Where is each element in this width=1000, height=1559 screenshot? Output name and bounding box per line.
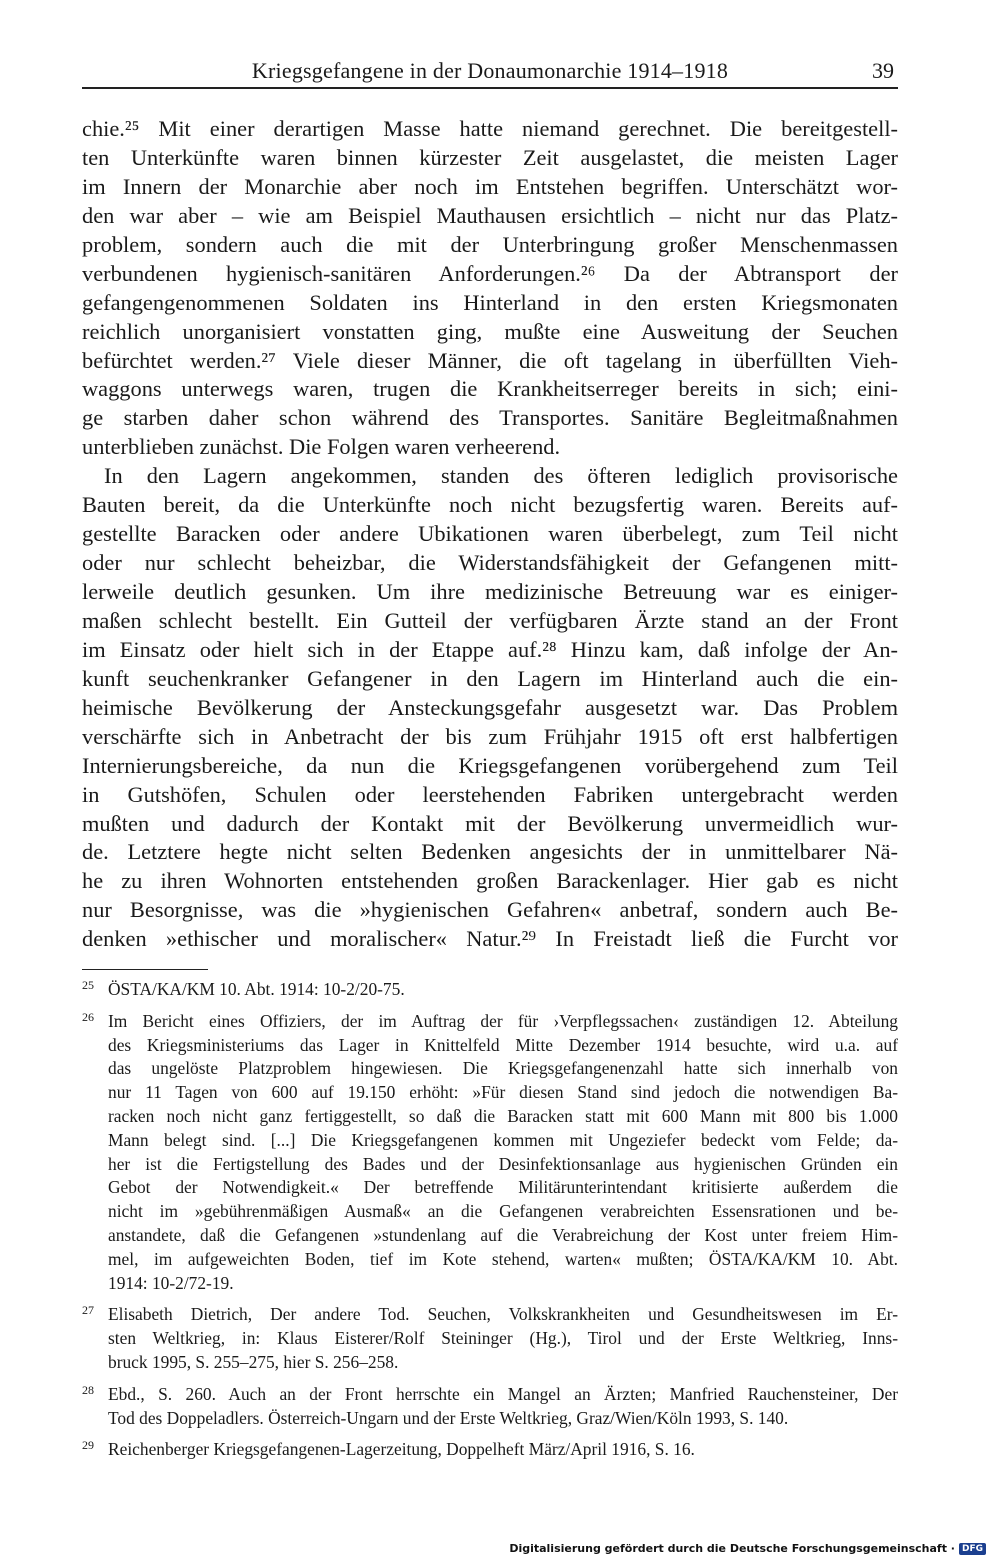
- footnote-line: racken noch nicht ganz fertiggestellt, so daß die Baracken statt mit 600 Mann mit 800 bis 1.000: [108, 1105, 898, 1126]
- footnote-line: bruck 1995, S. 255–275, hier S. 256–258.: [108, 1351, 399, 1372]
- footnote: [82, 1438, 898, 1462]
- body-line: in Gutshöfen, Schulen oder leerstehenden Fabriken untergebracht werden: [82, 781, 898, 807]
- footnote-line: das ungelöste Platzproblem hingewiesen. Die Kriegsgefangenenzahl hatte sich innerhalb von: [108, 1058, 898, 1079]
- dfg-logo: DFG: [959, 1543, 986, 1555]
- body-line: chie.²⁵ Mit einer derartigen Masse hatte niemand gerechnet. Die bereitgestell-: [82, 116, 898, 141]
- body-line: heimische Bevölkerung der Ansteckungsgefahr ausgesetzt war. Das Problem: [82, 694, 898, 720]
- body-line: nur Besorgnisse, was die »hygienischen Gefahren« anbetraf, sondern auch Be-: [82, 897, 898, 923]
- footnote-number: 29: [82, 1438, 94, 1453]
- footnote-line: 28 Ebd., S. 260. Auch an der Front herrschte ein Mangel an Ärzten; Manfried Rauchensteiner, Der: [82, 1383, 898, 1407]
- footnote-number: 26: [82, 1009, 94, 1024]
- footnote-line: 25 ÖSTA/KA/KM 10. Abt. 1914: 10-2/20-75.: [82, 978, 898, 1002]
- body-line: im Einsatz oder hielt sich in der Etappe auf.²⁸ Hinzu kam, daß infolge der An-: [82, 636, 898, 662]
- footnote-line: 27 Elisabeth Dietrich, Der andere Tod. Seuchen, Volkskrankheiten und Gesundheitswesen im Er-: [82, 1303, 898, 1327]
- body-line: mußten und dadurch der Kontakt mit der Bevölkerung unvermeidlich wur-: [82, 810, 898, 836]
- body-line: kunft seuchenkranker Gefangener in den Lagern im Hinterland auch die ein-: [82, 665, 898, 691]
- body-line: de. Letztere hegte nicht selten Bedenken angesichts der in unmittelbarer Nä-: [82, 839, 898, 865]
- body-line: lerweile deutlich gesunken. Um ihre medizinische Betreuung war es einiger-: [82, 579, 898, 604]
- footnote-number: 27: [82, 1303, 94, 1318]
- footnote-line: nur 11 Tagen von 600 auf 19.150 erhöht: »Für diesen Stand sind jedoch die notwendigen Ba-: [108, 1082, 898, 1103]
- main-body-text: [82, 115, 898, 954]
- header-rule: [82, 87, 898, 89]
- body-line: ge starben daher schon während des Transportes. Sanitäre Begleitmaßnahmen: [82, 405, 898, 431]
- footnote-line: Tod des Doppeladlers. Österreich-Ungarn und der Erste Weltkrieg, Graz/Wien/Köln 1993, S. 140.: [108, 1407, 789, 1428]
- page-number: 39: [872, 58, 894, 83]
- body-line: waggons unterwegs waren, trugen die Krankheitserreger bereits in sich; eini-: [82, 376, 898, 402]
- footnote: [82, 1010, 898, 1296]
- footnote: [82, 978, 898, 1002]
- running-title: Kriegsgefangene in der Donaumonarchie 1914–1918: [251, 58, 729, 83]
- body-line: Internierungsbereiche, da nun die Kriegsgefangenen vorübergehend zum Teil: [82, 752, 898, 778]
- body-line: im Innern der Monarchie aber noch im Entstehen begriffen. Unterschätzt wor-: [82, 173, 898, 199]
- body-line: verbundenen hygienisch-sanitären Anforderungen.²⁶ Da der Abtransport der: [82, 260, 898, 286]
- body-line: verschärfte sich in Anbetracht der bis zum Frühjahr 1915 oft erst halbfertigen: [82, 723, 898, 749]
- body-line: oder nur schlecht beheizbar, die Widerstandsfähigkeit der Gefangenen mitt-: [82, 550, 898, 576]
- footnote-line: 1914: 10-2/72-19.: [108, 1272, 234, 1293]
- footnote-line: 29 Reichenberger Kriegsgefangenen-Lagerzeitung, Doppelheft März/April 1916, S. 16.: [82, 1438, 898, 1462]
- digitization-notice-text: Digitalisierung gefördert durch die Deutsche Forschungsgemeinschaft ·: [509, 1542, 955, 1555]
- body-line: gefangengenommenen Soldaten ins Hinterland in den ersten Kriegsmonaten: [82, 289, 898, 315]
- footnote-line: mel, im aufgeweichten Boden, tief im Kote stehend, warten« mußten; ÖSTA/KA/KM 10. Abt.: [108, 1248, 898, 1269]
- footnote: [82, 1383, 898, 1431]
- footnote: [82, 1303, 898, 1374]
- digitization-notice: [509, 1542, 986, 1555]
- body-line: den war aber – wie am Beispiel Mauthausen ersichtlich – nicht nur das Platz-: [82, 202, 898, 228]
- body-line: he zu ihren Wohnorten entstehenden großen Barackenlager. Hier gab es nicht: [82, 868, 898, 894]
- body-line: gestellte Baracken oder andere Ubikationen waren überbelegt, zum Teil nicht: [82, 521, 898, 547]
- body-line: Bauten bereit, da die Unterkünfte noch nicht bezugsfertig waren. Bereits auf-: [82, 492, 898, 518]
- footnote-number: 28: [82, 1382, 94, 1397]
- body-line: befürchtet werden.²⁷ Viele dieser Männer, die oft tagelang in überfüllten Vieh-: [82, 347, 898, 373]
- footnote-line: sten Weltkrieg, in: Klaus Eisterer/Rolf Steininger (Hg.), Tirol und der Erste Weltkrieg, Inns-: [108, 1328, 898, 1349]
- footnote-number: 25: [82, 978, 94, 992]
- footnote-line: 26 Im Bericht eines Offiziers, der im Auftrag der für ›Verpflegssachen‹ zuständigen 12. Abteilung: [82, 1010, 898, 1034]
- body-line: problem, sondern auch die mit der Unterbringung großer Menschenmassen: [82, 231, 898, 257]
- footnote-line: Mann belegt sind. [...] Die Kriegsgefangenen kommen mit Ungeziefer bedeckt vom Felde; da-: [108, 1129, 898, 1150]
- body-line: reichlich unorganisiert vonstatten ging, mußte eine Ausweitung der Seuchen: [82, 318, 898, 344]
- footnote-line: anstandete, daß die Gefangenen »stundenlang auf die Verabreichung der Kost unter freiem Him-: [108, 1224, 898, 1245]
- footnote-line: nicht im »gebührenmäßigen Ausmaß« an die Gefangenen verabreichten Essensrationen und be-: [108, 1201, 898, 1222]
- body-line: In den Lagern angekommen, standen des öfteren lediglich provisorische: [104, 463, 898, 489]
- footnotes: [82, 978, 898, 1462]
- body-line: maßen schlecht bestellt. Ein Gutteil der verfügbaren Ärzte stand an der Front: [82, 607, 898, 633]
- body-line: ten Unterkünfte waren binnen kürzester Zeit ausgelastet, die meisten Lager: [82, 144, 898, 170]
- running-header: [82, 54, 898, 88]
- footnote-line: her ist die Fertigstellung des Bades und der Desinfektionsanlage aus hygienischen Gründen ein: [108, 1153, 898, 1174]
- body-line: denken »ethischer und moralischer« Natur.²⁹ In Freistadt ließ die Furcht vor: [82, 926, 898, 952]
- footnote-line: des Kriegsministeriums das Lager in Knittelfeld Mitte Dezember 1914 besuchte, wird u.a. auf: [108, 1034, 898, 1055]
- footnote-separator: [82, 969, 208, 970]
- body-line: unterblieben zunächst. Die Folgen waren verheerend.: [82, 434, 561, 460]
- footnote-line: Gebot der Notwendigkeit.« Der betreffende Militärunterintendant kritisierte außerdem die: [108, 1177, 898, 1198]
